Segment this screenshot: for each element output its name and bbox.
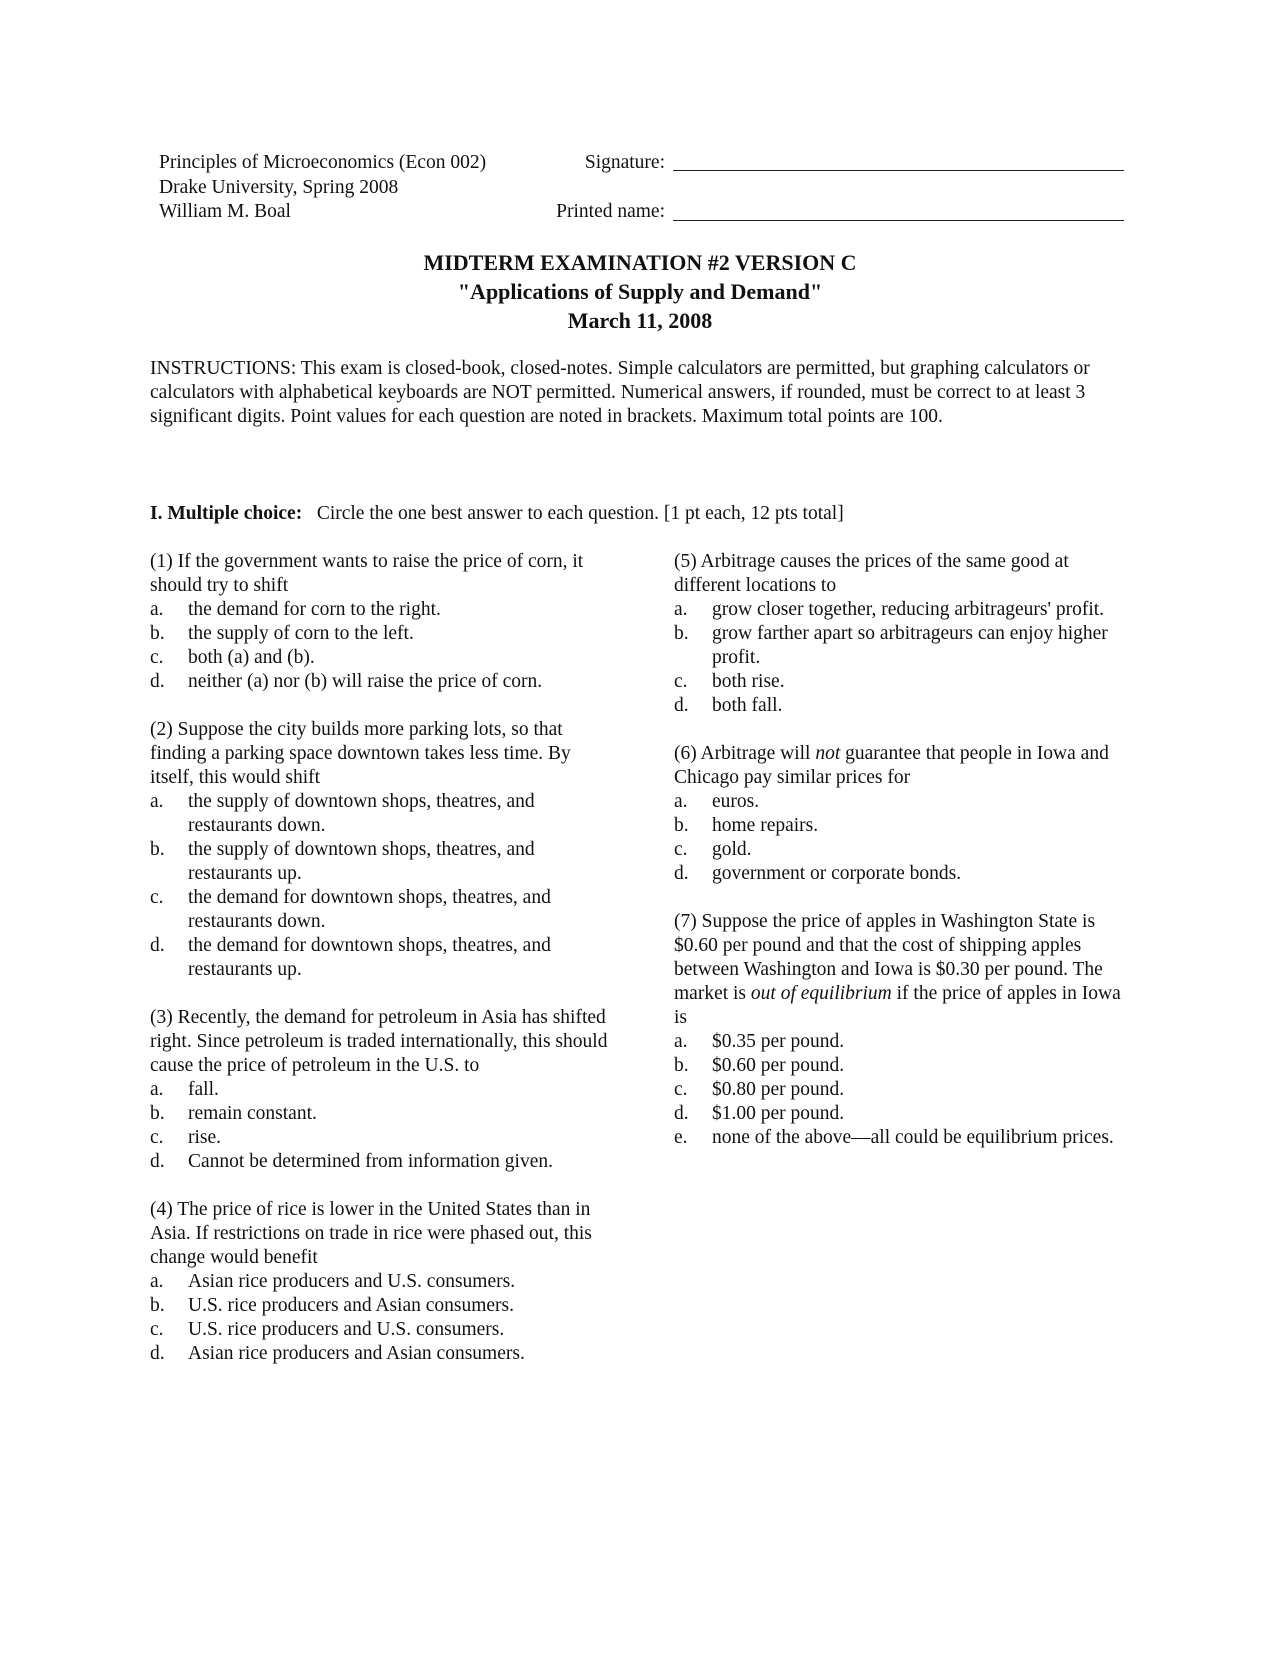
- answer-option[interactable]: b. the supply of downtown shops, theatres, and restaurants up.: [150, 839, 535, 884]
- question-stem: (5) Arbitrage causes the prices of the same good at different locations to: [674, 551, 1069, 596]
- answer-option[interactable]: b. $0.60 per pound.: [674, 1055, 845, 1076]
- question-stem: (7) Suppose the price of apples in Washington State is $0.60 per pound and that the cost of shipping apples between Washington and Iowa is $0.30 per pound. The market is out of equilibrium if the price of apples in Iowa is: [674, 911, 1121, 1028]
- answer-option[interactable]: d. both fall.: [674, 695, 783, 716]
- answer-option[interactable]: a. $0.35 per pound.: [674, 1031, 845, 1052]
- answer-option[interactable]: b. grow farther apart so arbitrageurs can enjoy higher profit.: [674, 623, 1108, 668]
- exam-title-line2: "Applications of Supply and Demand": [457, 279, 823, 304]
- answer-option[interactable]: c. the demand for downtown shops, theatres, and restaurants down.: [150, 887, 551, 932]
- printed-name-line[interactable]: [673, 220, 1124, 221]
- answer-option[interactable]: c. both (a) and (b).: [150, 647, 315, 668]
- answer-option[interactable]: d. neither (a) nor (b) will raise the price of corn.: [150, 671, 543, 692]
- emphasis-text: not: [815, 743, 841, 764]
- question-3: [150, 1006, 610, 1174]
- answer-option[interactable]: c. U.S. rice producers and U.S. consumers.: [150, 1319, 505, 1340]
- answer-option[interactable]: c. $0.80 per pound.: [674, 1079, 845, 1100]
- exam-title-line1: MIDTERM EXAMINATION #2 VERSION C: [423, 250, 857, 275]
- question-2: [150, 718, 610, 982]
- university-term: Drake University, Spring 2008: [159, 176, 399, 198]
- printed-name-label: Printed name:: [556, 201, 665, 222]
- signature-label: Signature:: [584, 152, 665, 173]
- answer-option[interactable]: c. both rise.: [674, 671, 785, 692]
- left-column: [150, 550, 610, 1390]
- answer-option[interactable]: c. rise.: [150, 1127, 222, 1148]
- exam-title: [0, 248, 1280, 335]
- question-1: [150, 550, 610, 694]
- emphasis-text: out of equilibrium: [750, 983, 892, 1004]
- exam-date: March 11, 2008: [567, 308, 713, 333]
- instructor-name: William M. Boal: [159, 201, 291, 222]
- instructions: INSTRUCTIONS: This exam is closed-book, closed-notes. Simple calculators are permitted, but graphing calculators or calculators with alphabetical keyboards are NOT permitted. Numerical answers, if rounded, must be correct to at least 3 significant digits. Point values for each question are noted in brackets. Maximum total points are 100.: [150, 358, 1090, 427]
- question-stem: (4) The price of rice is lower in the United States than in Asia. If restrictions on trade in rice were phased out, this change would benefit: [150, 1199, 592, 1268]
- question-stem: (6) Arbitrage will not guarantee that people in Iowa and Chicago pay similar prices for: [674, 743, 1109, 788]
- right-column: [674, 550, 1134, 1174]
- answer-option[interactable]: b. the supply of corn to the left.: [150, 623, 414, 644]
- answer-option[interactable]: a. Asian rice producers and U.S. consumers.: [150, 1271, 516, 1292]
- section-title: I. Multiple choice:: [150, 503, 303, 524]
- answer-option[interactable]: d. Asian rice producers and Asian consumers.: [150, 1343, 525, 1364]
- section-header: [150, 502, 844, 526]
- answer-option[interactable]: a. the supply of downtown shops, theatres, and restaurants down.: [150, 791, 535, 836]
- answer-option[interactable]: d. $1.00 per pound.: [674, 1103, 845, 1124]
- signature-line[interactable]: [673, 170, 1124, 171]
- question-stem: (1) If the government wants to raise the price of corn, it should try to shift: [150, 551, 584, 596]
- answer-option[interactable]: c. gold.: [674, 839, 752, 860]
- answer-option[interactable]: d. government or corporate bonds.: [674, 863, 962, 884]
- answer-option[interactable]: b. remain constant.: [150, 1103, 317, 1124]
- answer-option[interactable]: a. fall.: [150, 1079, 219, 1100]
- answer-option[interactable]: a. euros.: [674, 791, 760, 812]
- section-description: Circle the one best answer to each question. [1 pt each, 12 pts total]: [316, 503, 844, 524]
- question-stem: (3) Recently, the demand for petroleum in Asia has shifted right. Since petroleum is traded internationally, this should cause the price of petroleum in the U.S. to: [150, 1007, 608, 1076]
- question-6: [674, 742, 1134, 886]
- answer-option[interactable]: d. the demand for downtown shops, theatres, and restaurants up.: [150, 935, 551, 980]
- answer-option[interactable]: a. the demand for corn to the right.: [150, 599, 441, 620]
- question-stem: (2) Suppose the city builds more parking lots, so that finding a parking space downtown takes less time. By itself, this would shift: [150, 719, 571, 788]
- course-info: [159, 151, 486, 225]
- answer-option[interactable]: a. grow closer together, reducing arbitrageurs' profit.: [674, 599, 1105, 620]
- course-name: Principles of Microeconomics (Econ 002): [159, 152, 487, 173]
- answer-option[interactable]: e. none of the above—all could be equilibrium prices.: [674, 1127, 1114, 1148]
- answer-option[interactable]: d. Cannot be determined from information given.: [150, 1151, 553, 1172]
- question-7: [674, 910, 1134, 1150]
- question-5: [674, 550, 1134, 718]
- question-4: [150, 1198, 610, 1366]
- answer-option[interactable]: b. home repairs.: [674, 815, 819, 836]
- answer-option[interactable]: b. U.S. rice producers and Asian consumers.: [150, 1295, 515, 1316]
